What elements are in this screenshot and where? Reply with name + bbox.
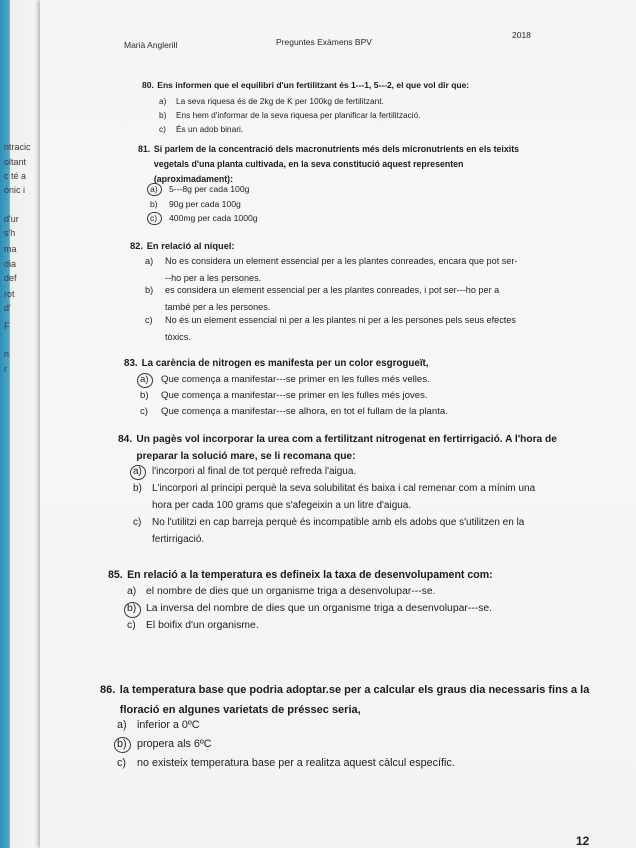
underlying-text-fragment: d' [4, 303, 11, 313]
option-letter: a) [127, 586, 137, 597]
header-title: Preguntes Exàmens BPV [276, 37, 372, 47]
underlying-text-fragment: d'ur [4, 214, 19, 224]
option-letter: b) [159, 110, 167, 120]
option-text: Que comença a manifestar---se primer en les fulles més joves. [161, 390, 428, 401]
underlying-text-fragment: def [4, 273, 17, 283]
option-text: El boifix d'un organisme. [146, 620, 259, 631]
option-letter: a) [150, 184, 158, 194]
question-text: floració en algunes varietats de préssec seria, [119, 704, 361, 716]
option-letter: c) [127, 620, 136, 631]
option-letter: c) [133, 517, 142, 528]
option-text: tòxics. [165, 332, 191, 342]
underlying-text-fragment: dia [4, 259, 17, 269]
question-number: 80. [142, 80, 154, 90]
handwritten-answer-circle [114, 737, 132, 753]
option-text: el nombre de dies que un organisme triga a desenvolupar---se. [146, 586, 436, 597]
option-text: 400mg per cada 1000g [169, 213, 258, 223]
question-text: La carència de nitrogen es manifesta per un color esgrogueït, [141, 358, 429, 369]
question-number: 86. [100, 684, 116, 696]
option-letter: b) [127, 603, 137, 614]
underlying-text-fragment: oltant [4, 157, 27, 167]
question-text: En relació al níquel: [146, 241, 235, 251]
option-text: hora per cada 100 grams que s'afegeixin a un litre d'aigua. [152, 500, 412, 511]
option-text: La seva riquesa és de 2kg de K per 100kg de fertilitzant. [176, 96, 384, 106]
option-text: 90g per cada 100g [169, 199, 241, 209]
option-text: La inversa del nombre de dies que un organisme triga a desenvolupar---se. [146, 603, 493, 614]
underlying-text-fragment: ònic i [4, 185, 26, 195]
question-text: En relació a la temperatura es defineix la taxa de desenvolupament com: [127, 569, 493, 581]
option-text: --ho per a les persones. [165, 273, 262, 283]
option-letter: c) [145, 315, 153, 325]
question-text: Un pagès vol incorporar la urea com a fertilitzant nitrogenat en fertirrigació. A l'hora de [136, 434, 557, 445]
option-letter: c) [140, 406, 148, 417]
option-letter: b) [145, 285, 154, 295]
header-author: Marià Anglerill [124, 40, 178, 50]
question-number: 81. [138, 144, 151, 154]
option-text: es considera un element essencial per a les plantes conreades, i pot ser---ho per a [165, 285, 500, 295]
option-text: Que comença a manifestar---se alhora, en tot el fullam de la planta. [161, 406, 448, 417]
question-number: 83. [124, 358, 138, 369]
underlying-text-fragment: rot [4, 289, 15, 299]
option-text: No és un element essencial ni per a les plantes ni per a les persones pels seus efectes [165, 315, 516, 325]
underlying-text-fragment: n [4, 349, 10, 359]
underlying-text-fragment: s'h [4, 228, 16, 238]
header-year: 2018 [512, 30, 531, 40]
option-text: No es considera un element essencial per a les plantes conreades, encara que pot ser- [165, 256, 518, 266]
option-letter: c) [159, 124, 166, 134]
option-letter: b) [133, 483, 142, 494]
option-letter: a) [140, 374, 149, 385]
handwritten-answer-circle [147, 212, 162, 226]
option-text: No l'utilitzi en cap barreja perquè és incompatible amb els adobs que s'utilitzen en la [152, 517, 525, 528]
option-letter: b) [140, 390, 149, 401]
underlying-text-fragment: F [4, 321, 10, 331]
option-text: també per a les persones. [165, 302, 271, 312]
question-number: 82. [130, 241, 143, 251]
option-letter: c) [117, 757, 126, 769]
option-text: inferior a 0ºC [137, 719, 200, 731]
option-letter: a) [145, 256, 154, 266]
question-number: 84. [118, 434, 133, 445]
handwritten-answer-circle [137, 373, 153, 388]
question-text: (aproximadament): [153, 174, 234, 184]
question-number: 85. [108, 569, 123, 581]
question-text: la temperatura base que podria adoptar.se per a calcular els graus dia necessaris fins a la [119, 684, 590, 696]
option-text: Que comença a manifestar---se primer en les fulles més velles. [161, 374, 430, 385]
option-text: l'incorpori al final de tot perquè refreda l'aigua. [152, 466, 357, 477]
option-text: no existeix temperatura base per a realitza aquest càlcul específic. [137, 757, 455, 769]
option-text: propera als 6ºC [137, 738, 212, 750]
page-number: 12 [576, 834, 590, 848]
option-letter: a) [117, 719, 127, 731]
option-text: Ens hem d'informar de la seva riquesa per planificar la fertilització. [176, 110, 421, 120]
option-letter: b) [150, 199, 158, 209]
option-letter: c) [150, 213, 158, 223]
option-letter: a) [159, 96, 167, 106]
underlying-text-fragment: ntracic [4, 142, 31, 152]
option-letter: b) [117, 738, 127, 750]
question-text: vegetals d'una planta cultivada, en la seva constitució aquest representen [153, 159, 464, 169]
question-text: Ens informen que el equilibri d'un fertilitzant és 1---1, 5---2, el que vol dir que: [157, 80, 470, 90]
option-text: L'incorpori al principi perquè la seva solubilitat és baixa i cal remenar com a mínim una [152, 483, 536, 494]
option-text: 5---8g per cada 100g [169, 184, 250, 194]
option-letter: a) [133, 466, 142, 477]
option-text: És un adob binari. [176, 124, 244, 134]
underlying-text-fragment: r [4, 364, 7, 374]
handwritten-answer-circle [147, 183, 162, 197]
exam-page [40, 0, 636, 848]
underlying-text-fragment: c té a [4, 171, 27, 181]
question-text: Si parlem de la concentració dels macronutrients més dels micronutrients en els teixits [153, 144, 520, 154]
handwritten-answer-circle [124, 602, 141, 618]
handwritten-answer-circle [130, 465, 146, 480]
question-text: preparar la solució mare, se li recomana que: [136, 451, 356, 462]
underlying-text-fragment: ma [4, 244, 17, 254]
option-text: fertirrigació. [152, 534, 205, 545]
